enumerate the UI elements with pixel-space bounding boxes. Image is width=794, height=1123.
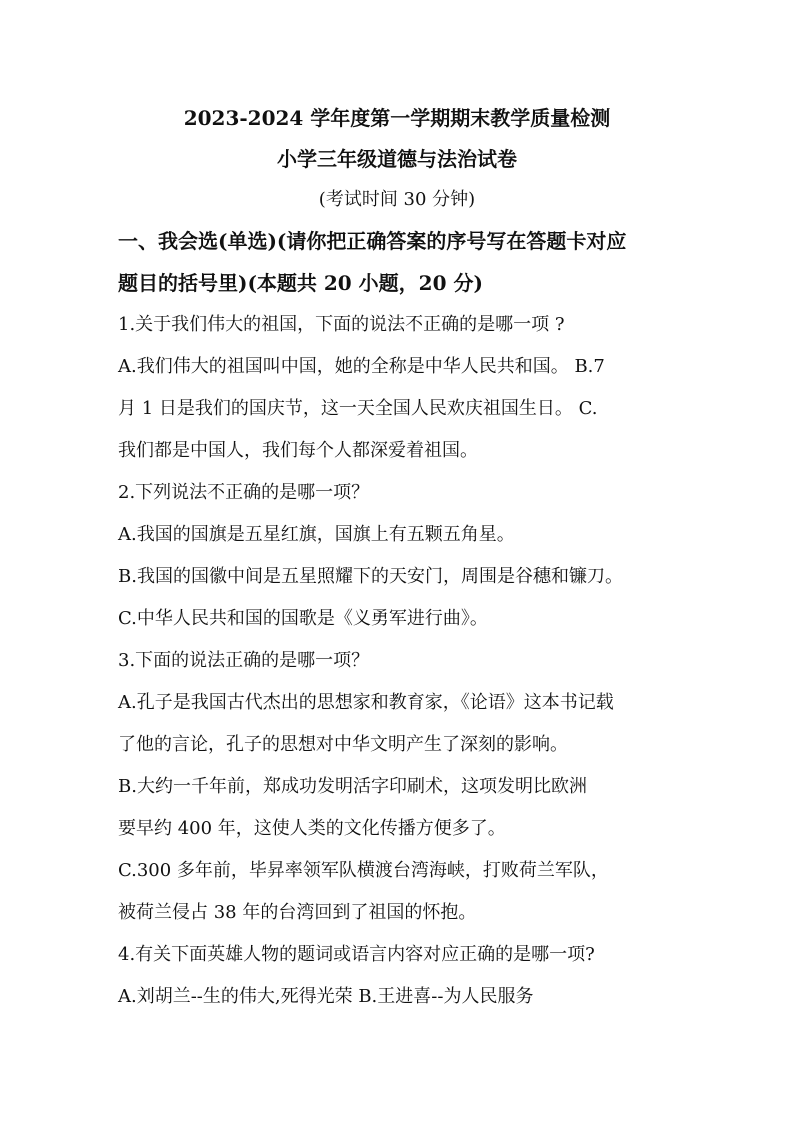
question-2-option-a: A.我国的国旗是五星红旗，国旗上有五颗五角星。 bbox=[118, 524, 515, 545]
question-2-option-c: C.中华人民共和国的国歌是《义勇军进行曲》。 bbox=[118, 608, 488, 629]
question-2-stem: 2.下列说法不正确的是哪一项？ bbox=[118, 482, 370, 503]
question-3-option-b-line1: B.大约一千年前，郑成功发明活字印刷术，这项发明比欧洲 bbox=[118, 776, 587, 797]
question-3-option-c-line2: 被荷兰侵占 38 年的台湾回到了祖国的怀抱。 bbox=[118, 902, 477, 923]
exam-title: 2023-2024 学年度第一学期期末教学质量检测 bbox=[183, 106, 611, 130]
question-3-option-a-line1: A.孔子是我国古代杰出的思想家和教育家，《论语》这本书记载 bbox=[118, 692, 614, 713]
section-heading-line1: 一、我会选(单选)(请你把正确答案的序号写在答题卡对应 bbox=[118, 229, 627, 253]
question-3-stem: 3.下面的说法正确的是哪一项？ bbox=[118, 650, 370, 671]
question-4-options-line1: A.刘胡兰--生的伟大,死得光荣 B.王进喜--为人民服务 bbox=[118, 986, 534, 1007]
question-1-options-line2: 月 1 日是我们的国庆节，这一天全国人民欢庆祖国生日。 C. bbox=[118, 398, 598, 419]
question-3-option-b-line2: 要早约 400 年，这使人类的文化传播方便多了。 bbox=[118, 818, 506, 839]
question-3-option-a-line2: 了他的言论，孔子的思想对中华文明产生了深刻的影响。 bbox=[118, 734, 568, 755]
question-1-stem: 1.关于我们伟大的祖国，下面的说法不正确的是哪一项 ? bbox=[118, 314, 565, 335]
exam-subtitle: 小学三年级道德与法治试卷 bbox=[277, 147, 517, 171]
question-2-option-b: B.我国的国徽中间是五星照耀下的天安门，周围是谷穗和镰刀。 bbox=[118, 566, 623, 587]
question-1-options-line1: A.我们伟大的祖国叫中国，她的全称是中华人民共和国。 B.7 bbox=[118, 356, 605, 377]
exam-duration: (考试时间 30 分钟) bbox=[318, 189, 476, 210]
section-heading-line2: 题目的括号里)(本题共 20 小题，20 分) bbox=[118, 271, 483, 295]
question-4-stem: 4.有关下面英雄人物的题词或语言内容对应正确的是哪一项? bbox=[118, 944, 595, 965]
question-3-option-c-line1: C.300 多年前，毕昇率领军队横渡台湾海峡，打败荷兰军队， bbox=[118, 860, 609, 881]
question-1-options-line3: 我们都是中国人，我们每个人都深爱着祖国。 bbox=[118, 440, 478, 461]
